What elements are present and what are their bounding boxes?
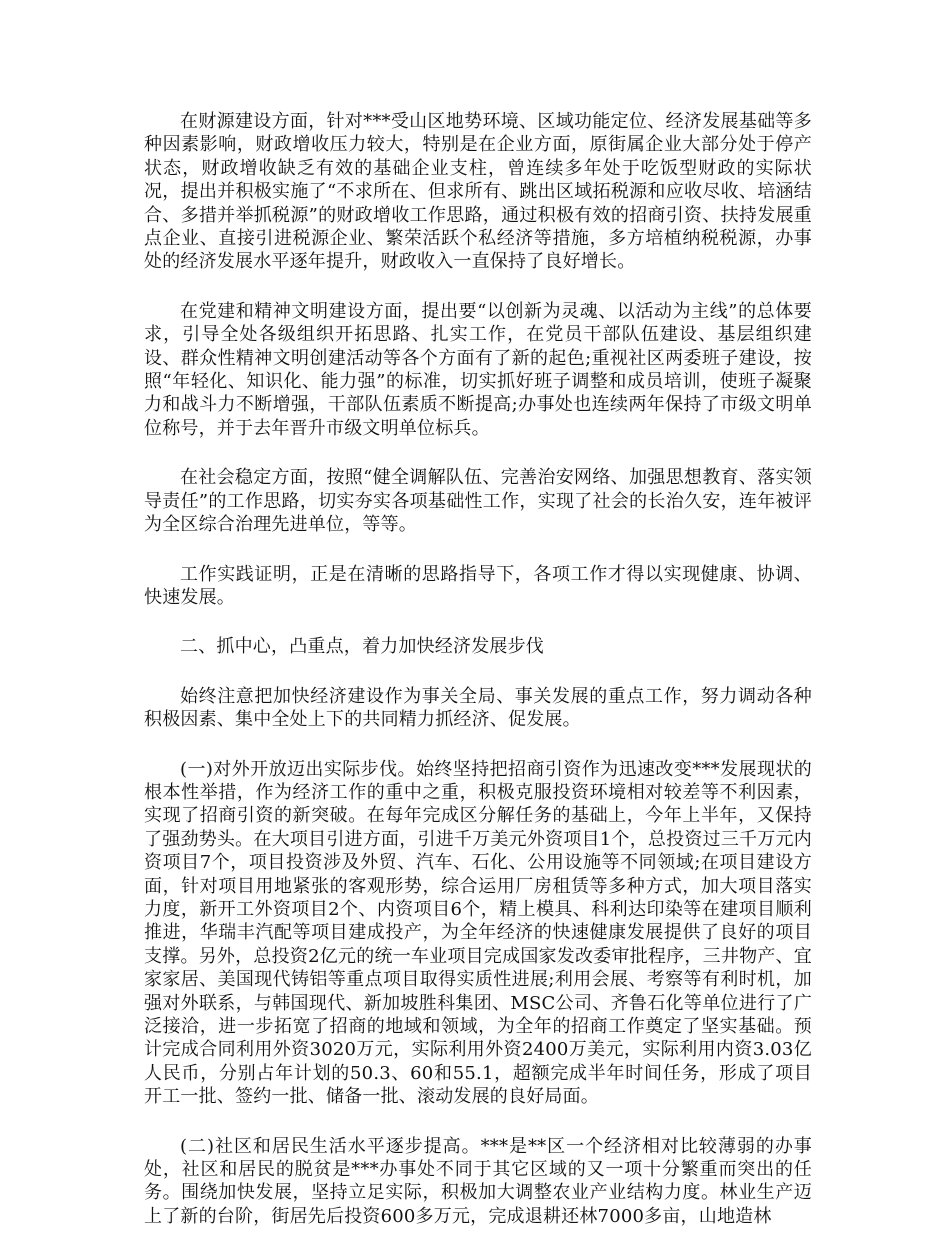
- paragraph-economy-focus: 始终注意把加快经济建设作为事关全局、事关发展的重点工作，努力调动各种积极因素、集中全处上下的共同精力抓经济、促发展。: [144, 685, 812, 731]
- document-page: [144, 110, 812, 1254]
- paragraph-social-stability: 在社会稳定方面，按照“健全调解队伍、完善治安网络、加强思想教育、落实领导责任”的工作思路，切实夯实各项基础性工作，实现了社会的长治久安，连年被评为全区综合治理先进单位，等等。: [144, 467, 812, 536]
- paragraph-revenue: 在财源建设方面，针对***受山区地势环境、区域功能定位、经济发展基础等多种因素影响，财政增收压力较大，特别是在企业方面，原街属企业大部分处于停产状态，财政增收缺乏有效的基础企业支柱，曾连续多年处于吃饭型财政的实际状况，提出并积极实施了“不求所在、但求所有、跳出区域拓税源和应收尽收、培涵结合、多措并举抓税源”的财政增收工作思路，通过积极有效的招商引资、扶持发展重点企业、直接引进税源企业、繁荣活跃个私经济等措施，多方培植纳税税源，办事处的经济发展水平逐年提升，财政收入一直保持了良好增长。: [144, 111, 812, 273]
- paragraph-community-living: (二)社区和居民生活水平逐步提高。***是**区一个经济相对比较薄弱的办事处，社区和居民的脱贫是***办事处不同于其它区域的又一项十分繁重而突出的任务。围绕加快发展，坚持立足实际，积极加大调整农业产业结构力度。林业生产迈上了新的台阶，街居先后投资600多万元，完成退耕还林7000多亩，山地造林: [144, 1135, 812, 1227]
- paragraph-practice-proof: 工作实践证明，正是在清晰的思路指导下，各项工作才得以实现健康、协调、快速发展。: [144, 563, 812, 608]
- paragraph-opening-up: (一)对外开放迈出实际步伐。始终坚持把招商引资作为迅速改变***发展现状的根本性举措，作为经济工作的重中之重，积极克服投资环境相对较差等不利因素，实现了招商引资的新突破。在每年完成区分解任务的基础上，今年上半年，又保持了强劲势头。在大项目引进方面，引进千万美元外资项目1个，总投资过三千万元内资项目7个，项目投资涉及外贸、汽车、石化、公用设施等不同领域;在项目建设方面，针对项目用地紧张的客观形势，综合运用厂房租赁等多种方式，加大项目落实力度，新开工外资项目2个、内资项目6个，精上模具、科利达印染等在建项目顺利推进，华瑞丰汽配等项目建成投产，为全年经济的快速健康发展提供了良好的项目支撑。另外，总投资2亿元的统一车业项目完成国家发改委审批程序，三井物产、宜家家居、美国现代铸铝等重点项目取得实质性进展;利用会展、考察等有利时机，加强对外联系，与韩国现代、新加坡胜科集团、MSC公司、齐鲁石化等单位进行了广泛接洽，进一步拓宽了招商的地域和领域，为全年的招商工作奠定了坚实基础。预计完成合同利用外资3020万元，实际利用外资2400万美元，实际利用内资3.03亿人民币，分别占年计划的50.3、60和55.1，超额完成半年时间任务，形成了项目开工一批、签约一批、储备一批、滚动发展的良好局面。: [144, 758, 812, 1108]
- paragraph-party-building: 在党建和精神文明建设方面，提出要“以创新为灵魂、以活动为主线”的总体要求，引导全处各级组织开拓思路、扎实工作，在党员干部队伍建设、基层组织建设、群众性精神文明创建活动等各个方面有了新的起色;重视社区两委班子建设，按照“年轻化、知识化、能力强”的标准，切实抓好班子调整和成员培训，使班子凝聚力和战斗力不断增强，干部队伍素质不断提高;办事处也连续两年保持了市级文明单位称号，并于去年晋升市级文明单位标兵。: [144, 300, 812, 439]
- section-heading-2: 二、抓中心，凸重点，着力加快经济发展步伐: [180, 636, 544, 658]
